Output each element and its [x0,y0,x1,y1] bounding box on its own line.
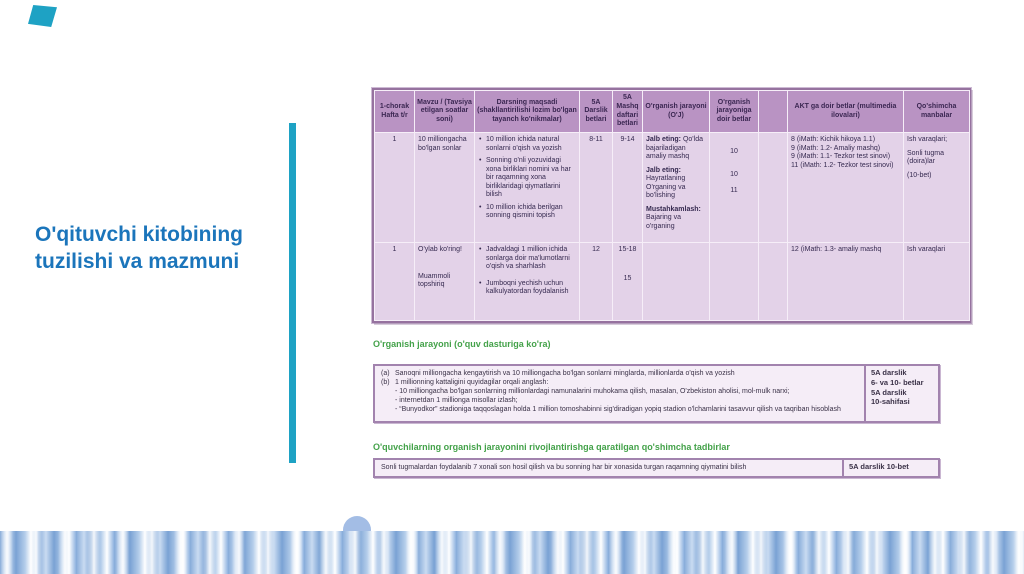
cell-mavzu: O'ylab ko'ring! Muammoli topshiriq [415,243,475,321]
sub-list-item: - internetdan 1 millionga misollar izlash; [395,397,518,405]
header-doir-betlar: O'rganish jarayoniga doir betlar [710,91,759,133]
cell-chorak: 1 [375,133,415,243]
cell-akt: 12 (iMath: 1.3- amaliy mashq [788,243,904,321]
corner-accent-shape [28,5,57,27]
header-mavzu: Mavzu / (Tavsiya etilgan soatlar soni) [415,91,475,133]
cell-darslik: 12 [580,243,613,321]
table-row [375,243,970,321]
section2-box [373,458,940,478]
cell-jarayon [643,243,710,321]
sub-list-item: - 10 milliongacha bo'lgan sonlarning millionlardagi namunalarini muhokama qilish, masalan, O'zbekiston aholisi, mol-mulk narxi; [395,388,790,396]
header-jarayon: O'rganish jarayoni (O'J) [643,91,710,133]
cell-chorak: 1 [375,243,415,321]
cell-mavzu: 10 milliongacha bo'lgan sonlar [415,133,475,243]
sub-list-item: - “Bunyodkor” stadioniga taqqoslagan holda 1 million tomoshabinni sig'diradigan yopiq stadion o'lchamlarini tasavvur qilish va taqriban hisoblash [395,406,841,414]
cell-mashq: 9-14 [613,133,643,243]
maqsad-bullet: • Sonning o'nli yozuvidagi xona birliklari nomini va har bir raqamning xona birliklaridagi qiymatlarini bilish [478,157,576,200]
maqsad-bullet: • Jadvaldagi 1 million ichida sonlarga doir ma'lumotlarni o'qish va sharhlash [478,246,576,272]
slide-title: O'qituvchi kitobining tuzilishi va mazmuni [35,223,243,274]
section2-content: Sonli tugmalardan foydalanib 7 xonali son hosil qilish va bu sonning har bir xonasida turgan raqamning qiymatini bilish [381,464,747,471]
header-darslik: 5A Darslik betlari [580,91,613,133]
section1-reference: 5A darslik 6- va 10- betlar 5A darslik 10-sahifasi [864,366,938,421]
cell-manbalar: Ish varaqlari [904,243,970,321]
list-item: (b) 1 millionning kattaligini quyidagilar orqali anglash: [381,379,549,387]
footer-image-strip [0,531,1024,574]
cell-akt: 8 (iMath: Kichik hikoya 1.1) 9 (iMath: 1.2- Amaliy mashq) 9 (iMath: 1.1- Tezkor test sinovi) 11 (iMath: 1.2- Tezkor test sinovi) [788,133,904,243]
cell-maqsad [475,133,580,243]
cell-maqsad [475,243,580,321]
section1-box [373,364,940,423]
cell-manbalar: Ish varaqlari; Sonli tugma (doira)lar (10-bet) [904,133,970,243]
header-chorak: 1-chorak Hafta t/r [375,91,415,133]
header-empty [759,91,788,133]
header-maqsad: Darsning maqsadi (shakllantirilishi lozim bo'lgan tayanch ko'nikmalar) [475,91,580,133]
section1-content [375,366,864,421]
table-row [375,133,970,243]
jarayon-block: Mustahkamlash: Bajaring va o'rganing [646,205,701,230]
cell-empty [759,243,788,321]
jarayon-block: Jalb eting: Qo'lda bajariladigan amaliy mashq [646,136,703,161]
section2-reference: 5A darslik 10-bet [842,460,938,476]
section2-title: O'quvchilarning organish jarayonini rivojlantirishga qaratilgan qo'shimcha tadbirlar [373,442,730,452]
section1-title: O'rganish jarayoni (o'quv dasturiga ko'ra) [373,339,551,349]
cell-mashq: 15-18 15 [613,243,643,321]
vertical-accent-bar [289,123,296,463]
cell-doir-betlar [710,243,759,321]
header-akt: AKT ga doir betlar (multimedia ilovalari) [788,91,904,133]
jarayon-block: Jalb eting: Hayratlaning O'rganing va bo'lishing [646,166,686,200]
maqsad-bullet: • Jumboqni yechish uchun kalkulyatordan foydalanish [478,280,576,297]
table-header-row [375,91,970,133]
cell-doir-betlar: 10 10 11 [710,133,759,243]
maqsad-bullet: • 10 million ichida berilgan sonning qismini topish [478,204,576,221]
cell-darslik: 8-11 [580,133,613,243]
cell-jarayon [643,133,710,243]
list-item: (a) Sanoqni milliongacha kengaytirish va 10 milliongacha bo'lgan sonlarni minglarda, millionlarda o'qish va yozish [381,370,735,377]
maqsad-bullet: • 10 million ichida natural sonlarni o'qish va yozish [478,136,576,153]
cell-empty [759,133,788,243]
curriculum-table [372,88,971,323]
header-manbalar: Qo'shimcha manbalar [904,91,970,133]
header-mashq: 5A Mashq daftari betlari [613,91,643,133]
